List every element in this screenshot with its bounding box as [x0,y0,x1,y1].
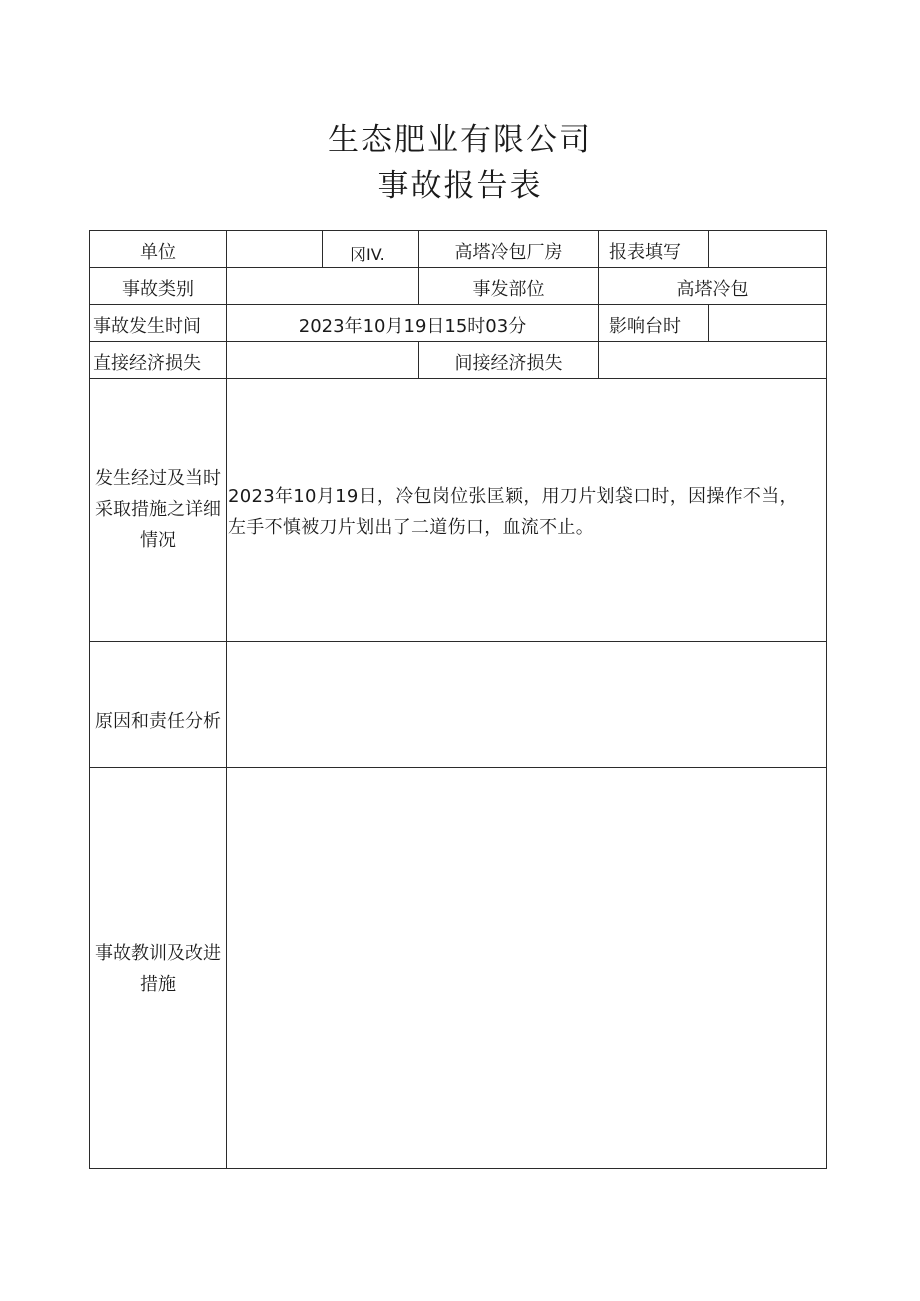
cause-field[interactable] [227,642,826,767]
table-border-left [89,230,90,1169]
impact-label: 影响台时 [609,316,681,337]
table-border-bottom [89,1168,827,1169]
category-field[interactable] [227,268,418,304]
filler-field[interactable] [709,231,826,267]
category-label: 事故类别 [122,279,194,300]
indirect-loss-label: 间接经济损失 [454,353,563,374]
impact-field[interactable] [709,305,826,341]
indirect-loss-field[interactable] [599,342,826,378]
col-divider [598,230,599,267]
cause-label: 原因和责任分析 [95,711,221,732]
lesson-label: 事故教训及改进措施 [95,943,221,995]
form-title: 事故报告表 [377,168,543,204]
process-label: 发生经过及当时采取措施之详细情况 [95,468,221,551]
row-divider [89,378,827,379]
direct-loss-label: 直接经济损失 [93,353,201,374]
part-label: 事发部位 [472,279,545,300]
lesson-field[interactable] [227,768,826,1168]
time-value: 2023年10月19日15时03分 [298,316,527,337]
col-divider [598,304,599,341]
unit-mark: 冈IV. [350,245,385,264]
filler-label: 报表填写 [609,242,681,263]
part-value: 高塔冷包 [676,279,749,300]
location-value: 高塔冷包厂房 [454,242,563,263]
direct-loss-field[interactable] [227,342,418,378]
company-title: 生态肥业有限公司 [328,122,592,158]
unit-label: 单位 [140,242,176,263]
col-divider [322,230,323,267]
time-label: 事故发生时间 [93,316,201,337]
row-divider [89,267,827,268]
process-text: 2023年10月19日，冷包岗位张匡颖，用刀片划袋口时，因操作不当，左手不慎被刀片划出了二道伤口，血流不止。 [228,486,798,538]
table-border-right [826,230,827,1169]
